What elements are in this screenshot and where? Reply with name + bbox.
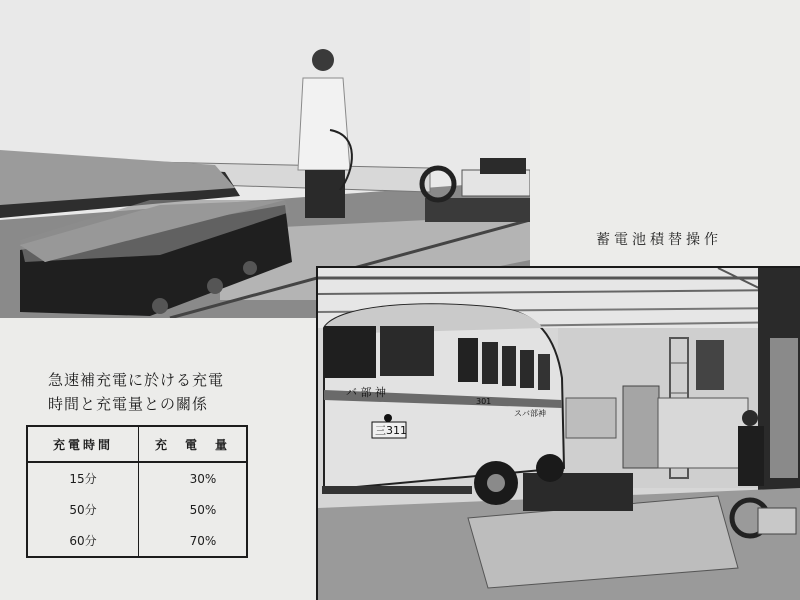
photo1-worker-coat xyxy=(298,78,350,170)
photo2-window xyxy=(566,398,616,438)
cell-time: 15分 xyxy=(27,462,139,494)
photo2-cabinet-3 xyxy=(658,398,748,468)
table-row xyxy=(27,462,247,494)
photo1-wheel-3 xyxy=(243,261,257,275)
bus-headlight xyxy=(384,414,392,422)
photo2-cabinet-2 xyxy=(696,340,724,390)
table-header-row xyxy=(27,426,247,462)
bus-window-4 xyxy=(520,350,534,388)
charge-table xyxy=(26,425,248,558)
bus-side-number: 301 xyxy=(476,397,492,406)
cell-amount: 30% xyxy=(189,471,217,486)
photo2-cabinet-1 xyxy=(623,386,659,468)
bus-window-1 xyxy=(458,338,478,382)
bus-bumper xyxy=(322,486,472,494)
table-heading xyxy=(48,368,224,416)
bus-front-text: バ 部 神 xyxy=(346,386,386,399)
bus-windshield-right xyxy=(380,326,434,376)
photo2-machine-drum xyxy=(758,508,796,534)
table-heading-line-2: 時間と充電量との關係 xyxy=(48,395,209,413)
table-heading-line-1: 急速補充電に於ける充電 xyxy=(48,371,225,389)
bus-window-2 xyxy=(482,342,498,384)
cell-time: 60分 xyxy=(27,525,139,557)
photo1-worker-legs xyxy=(305,170,345,218)
bus-window-3 xyxy=(502,346,516,386)
bus-wheel-rear xyxy=(536,454,564,482)
bus-windshield-left xyxy=(324,326,376,378)
cell-amount: 70% xyxy=(189,533,217,548)
table-row xyxy=(27,494,247,525)
photo2-right-panel xyxy=(770,338,798,478)
photo-caption: 蓄電池積替操作 xyxy=(596,232,722,248)
bus-side-text: スバ部神 xyxy=(514,409,546,418)
header-charge-time: 充電時間 xyxy=(27,426,139,462)
photo2-battery-tray xyxy=(523,473,633,511)
table-row xyxy=(27,525,247,557)
photo2-worker-head xyxy=(742,410,758,426)
photo2-worker-body xyxy=(738,426,764,486)
photo-bus-garage xyxy=(316,266,800,600)
photo1-wheel-2 xyxy=(207,278,223,294)
bus-plate: 三311 xyxy=(375,424,407,437)
cell-time: 50分 xyxy=(27,494,139,525)
cell-amount: 50% xyxy=(189,502,217,517)
bus-wheel-front-hub xyxy=(487,474,505,492)
photo1-wheel-1 xyxy=(152,298,168,314)
photo1-worker-head xyxy=(312,49,334,71)
bus-window-5 xyxy=(538,354,550,390)
header-charge-amount: 充 電 量 xyxy=(139,426,248,462)
photo1-machine-motor xyxy=(480,158,526,174)
